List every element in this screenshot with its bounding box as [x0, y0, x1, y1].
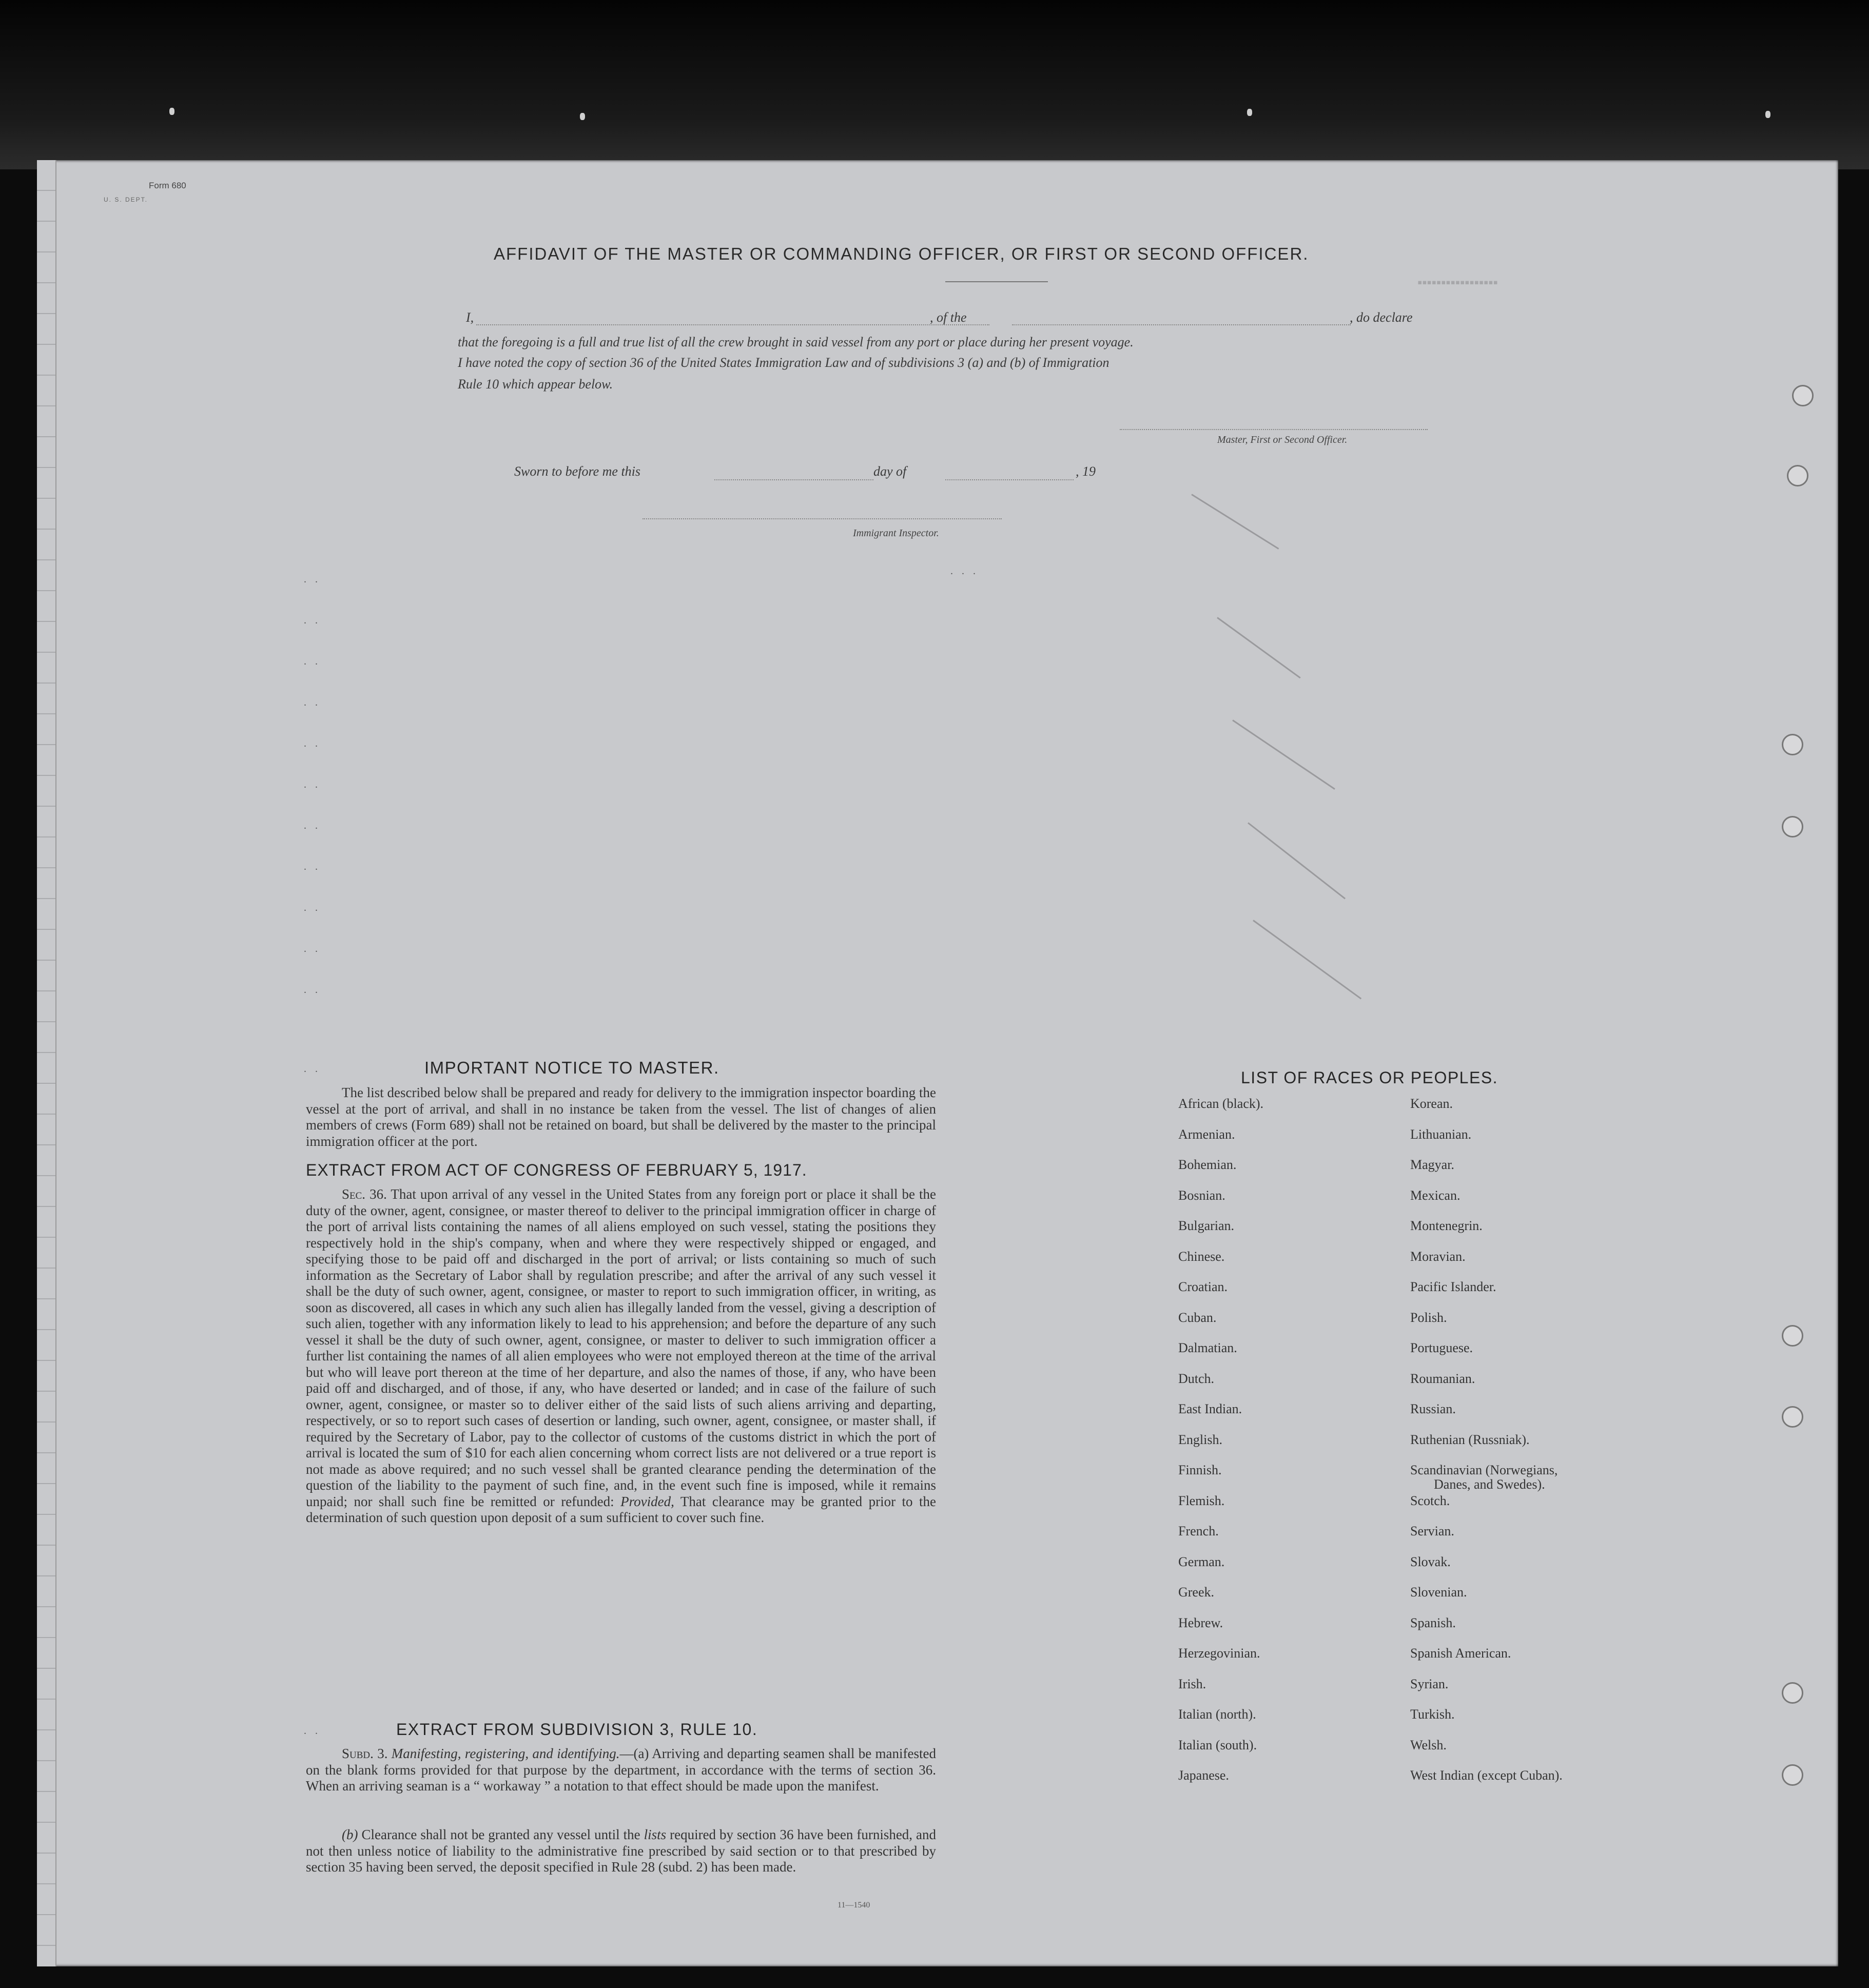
bleed-through-stroke — [1248, 822, 1346, 899]
para-b-start: Clearance shall not be granted any vessel until the — [361, 1827, 640, 1842]
affidavit-line-4: Rule 10 which appear below. — [458, 377, 613, 392]
sworn-label: Sworn to before me this — [514, 464, 641, 479]
race-item: Spanish American. — [1410, 1646, 1511, 1661]
race-item: Flemish. — [1178, 1493, 1225, 1508]
affidavit-line-2: that the foregoing is a full and true list of all the crew brought in said vessel from any port or place during her present voyage. — [458, 335, 1134, 349]
races-heading: LIST OF RACES OR PEOPLES. — [1241, 1068, 1498, 1087]
margin-dots: . . — [304, 943, 321, 954]
section-text-end: That clearance may be granted prior to the determination of such question upon deposit of a sum sufficient to cover such fine. — [306, 1493, 936, 1525]
provided-label: Provided, — [620, 1493, 674, 1509]
subd-para-a-text: —(a) Arriving and departing seamen shall be manifested on the blank forms provided for that purpose by the department, in accordance with the terms of section 36. When an arriving seaman is a “ workaway ” a notation to that effect should be made upon the manifest. — [306, 1746, 936, 1794]
affidavit-heading: AFFIDAVIT OF THE MASTER OR COMMANDING OFFICER, OR FIRST OR SECOND OFFICER. — [494, 244, 1309, 263]
margin-dots: . . — [304, 779, 321, 790]
margin-dots: . . — [304, 615, 321, 626]
race-item: Irish. — [1178, 1676, 1206, 1691]
year-label: , 19 — [1076, 464, 1096, 479]
race-item: Croatian. — [1178, 1279, 1228, 1294]
race-item: Greek. — [1178, 1585, 1215, 1600]
binder-hole — [1782, 816, 1803, 837]
race-item: Lithuanian. — [1410, 1126, 1472, 1142]
master-name-field[interactable] — [476, 324, 989, 325]
binder-hole — [1782, 1325, 1803, 1347]
para-b-label: (b) — [342, 1827, 358, 1842]
print-code: 11—1540 — [838, 1901, 870, 1909]
binder-hole — [1782, 1682, 1803, 1704]
race-item: Spanish. — [1410, 1615, 1456, 1630]
race-item: Dalmatian. — [1178, 1340, 1237, 1355]
margin-dots: . . — [304, 984, 321, 996]
bleed-through-stroke — [1191, 494, 1279, 550]
margin-dots: . . — [304, 861, 321, 872]
margin-dots: . . — [304, 574, 321, 585]
officer-signature-label: Master, First or Second Officer. — [1217, 434, 1348, 445]
race-item: Hebrew. — [1178, 1615, 1223, 1630]
rule-extract-heading: EXTRACT FROM SUBDIVISION 3, RULE 10. — [396, 1720, 758, 1739]
binder-hole — [1787, 465, 1808, 486]
margin-dots: . . — [304, 697, 321, 708]
bleed-through-stroke — [1232, 719, 1335, 790]
bleed-through-text: ▪▪▪▪▪▪▪▪▪▪▪▪▪▪▪▪▪ — [1417, 275, 1498, 290]
race-item: Turkish. — [1410, 1707, 1455, 1722]
race-item: Montenegrin. — [1410, 1218, 1483, 1233]
race-item: Scandinavian (Norwegians, — [1410, 1463, 1558, 1477]
rule-para-a — [306, 1746, 936, 1795]
affidavit-declare-label: , do declare — [1350, 310, 1413, 325]
race-item: Ruthenian (Russniak). — [1410, 1432, 1530, 1447]
margin-dots: . . — [304, 1725, 321, 1737]
race-item: Mexican. — [1410, 1187, 1461, 1203]
race-item: Cuban. — [1178, 1310, 1217, 1325]
dust-speck — [1765, 111, 1770, 118]
race-item: English. — [1178, 1432, 1222, 1447]
race-item: Finnish. — [1178, 1463, 1222, 1477]
race-item-continuation: Danes, and Swedes). — [1434, 1477, 1545, 1492]
binder-hole — [1792, 385, 1814, 406]
inspector-signature-field[interactable] — [643, 518, 1002, 519]
race-item: Servian. — [1410, 1524, 1454, 1538]
race-item: German. — [1178, 1554, 1225, 1569]
affidavit-of-the-label: , of the — [930, 310, 967, 325]
race-item: Dutch. — [1178, 1371, 1215, 1386]
race-item: Welsh. — [1410, 1737, 1447, 1752]
race-item: Chinese. — [1178, 1249, 1225, 1264]
dust-speck — [169, 108, 174, 115]
section-label: Sec. 36. — [342, 1186, 387, 1202]
race-item: Bulgarian. — [1178, 1218, 1235, 1233]
notice-heading: IMPORTANT NOTICE TO MASTER. — [424, 1058, 719, 1077]
race-item: Armenian. — [1178, 1126, 1235, 1142]
race-item: African (black). — [1178, 1096, 1264, 1111]
margin-dots: . . — [304, 1063, 321, 1075]
race-item: West Indian (except Cuban). — [1410, 1768, 1563, 1783]
affidavit-line-3: I have noted the copy of section 36 of the United States Immigration Law and of subdivisions 3 (a) and (b) of Immigration — [458, 355, 1109, 370]
race-item: Italian (north). — [1178, 1707, 1256, 1722]
notice-text: The list described below shall be prepared and ready for delivery to the immigration inspector boarding the vessel at the port of arrival, and shall in no instance be taken from the vessel. The list of changes of alien members of crews (Form 689) shall not be retained on board, but shall be delivered by the master to the principal immigration officer at the port. — [306, 1085, 936, 1149]
bleed-through-stroke — [1253, 920, 1361, 999]
act-extract-heading: EXTRACT FROM ACT OF CONGRESS OF FEBRUARY 5, 1917. — [306, 1161, 807, 1179]
race-item: Moravian. — [1410, 1249, 1466, 1264]
section-text: That upon arrival of any vessel in the United States from any foreign port or place it shall be the duty of the owner, agent, consignee, or master thereof to deliver to the principal immigration officer in charge of the port of arrival lists containing the names of all aliens employed on such vessel, stating the positions they respectively hold in the ship's company, when and where they were respectively shipped or engaged, and specifying those to be paid off and discharged in the port of arrival; or lists containing so much of such information as the Secretary of Labor shall by regulation prescribe; and after the arrival of any such vessel it shall be the duty of such owner, agent, consignee, or master to report to such immigration officer, in writing, as soon as discovered, all cases in which any such alien has illegally landed from the vessel, giving a description of such alien, together with any information likely to lead to his apprehension; and before the departure of any such vessel it shall be the duty of such owner, agent, consignee, or master to deliver to such immigration officer a further list containing the names of all alien employees who were not employed thereon at the time of the arrival but who will leave port thereon at the time of her departure, and also the names of those, if any, who have been paid off and discharged, and of those, if any, who have deserted or landed; and in case of the failure of such owner, agent, consignee, or master so to deliver either of the said lists of such aliens arriving and departing, respectively, or so to report such cases of desertion or landing, such owner, agent, consignee, or master shall, if required by the Secretary of Labor, pay to the collector of customs of the customs district in which the port of arrival is located the sum of $10 for each alien concerning whom correct lists are not delivered or a true report is not made as above required; and no such vessel shall be granted clearance pending the determination of the question of the liability to the payment of such fine, and, in the event such fine is imposed, while it remains unpaid; nor shall such fine be remitted or refunded: — [306, 1186, 936, 1509]
para-b-lists: lists — [644, 1827, 667, 1842]
officer-signature-field[interactable] — [1120, 429, 1428, 430]
bleed-through-stroke — [1217, 617, 1301, 678]
ellipsis-marks: . . . — [950, 566, 979, 577]
race-item: Japanese. — [1178, 1768, 1229, 1783]
margin-dots: . . — [304, 656, 321, 667]
subd-label: Subd. 3. — [342, 1746, 388, 1761]
rule-para-b — [306, 1827, 936, 1876]
race-item: Magyar. — [1410, 1157, 1454, 1172]
race-item: Bosnian. — [1178, 1187, 1225, 1203]
form-number: Form 680 — [149, 181, 186, 190]
binder-hole — [1782, 734, 1803, 755]
sworn-day-field[interactable] — [714, 479, 873, 480]
dust-speck — [580, 113, 585, 120]
binder-hole — [1782, 1406, 1803, 1428]
inspector-label: Immigrant Inspector. — [853, 528, 939, 539]
binder-hole — [1782, 1764, 1803, 1786]
margin-dots: . . — [304, 820, 321, 831]
dust-speck — [1247, 109, 1252, 116]
race-item: Roumanian. — [1410, 1371, 1475, 1386]
margin-dots: . . — [304, 902, 321, 913]
race-item: Italian (south). — [1178, 1737, 1257, 1752]
margin-dots: . . — [304, 738, 321, 749]
race-item: East Indian. — [1178, 1401, 1242, 1416]
race-item: Bohemian. — [1178, 1157, 1237, 1172]
race-item: French. — [1178, 1524, 1219, 1538]
subd-title: Manifesting, registering, and identifying. — [391, 1746, 620, 1761]
manifest-page — [37, 160, 1838, 1966]
day-of-label: day of — [873, 464, 907, 479]
race-item: Slovak. — [1410, 1554, 1451, 1569]
vessel-name-field[interactable] — [1012, 324, 1351, 325]
heading-rule — [945, 281, 1048, 282]
ledger-margin — [37, 160, 56, 1966]
race-item: Scotch. — [1410, 1493, 1450, 1508]
para-b-end: required by section 36 have been furnished, and not then unless notice of liability to the administrative fine prescribed by said section or to that prescribed by section 35 having been served, the deposit specified in Rule 28 (subd. 2) has been made. — [306, 1827, 937, 1875]
form-number-sub: U. S. DEPT. — [104, 196, 148, 203]
race-item: Korean. — [1410, 1096, 1453, 1111]
race-item: Portuguese. — [1410, 1340, 1473, 1355]
race-item: Pacific Islander. — [1410, 1279, 1496, 1294]
race-item: Herzegovinian. — [1178, 1646, 1260, 1661]
race-item: Slovenian. — [1410, 1585, 1467, 1600]
race-item: Syrian. — [1410, 1676, 1449, 1691]
race-item: Russian. — [1410, 1401, 1456, 1416]
sworn-month-field[interactable] — [945, 479, 1074, 480]
race-item: Polish. — [1410, 1310, 1447, 1325]
scanner-top-edge — [0, 0, 1869, 169]
affidavit-i-label: I, — [466, 310, 474, 325]
